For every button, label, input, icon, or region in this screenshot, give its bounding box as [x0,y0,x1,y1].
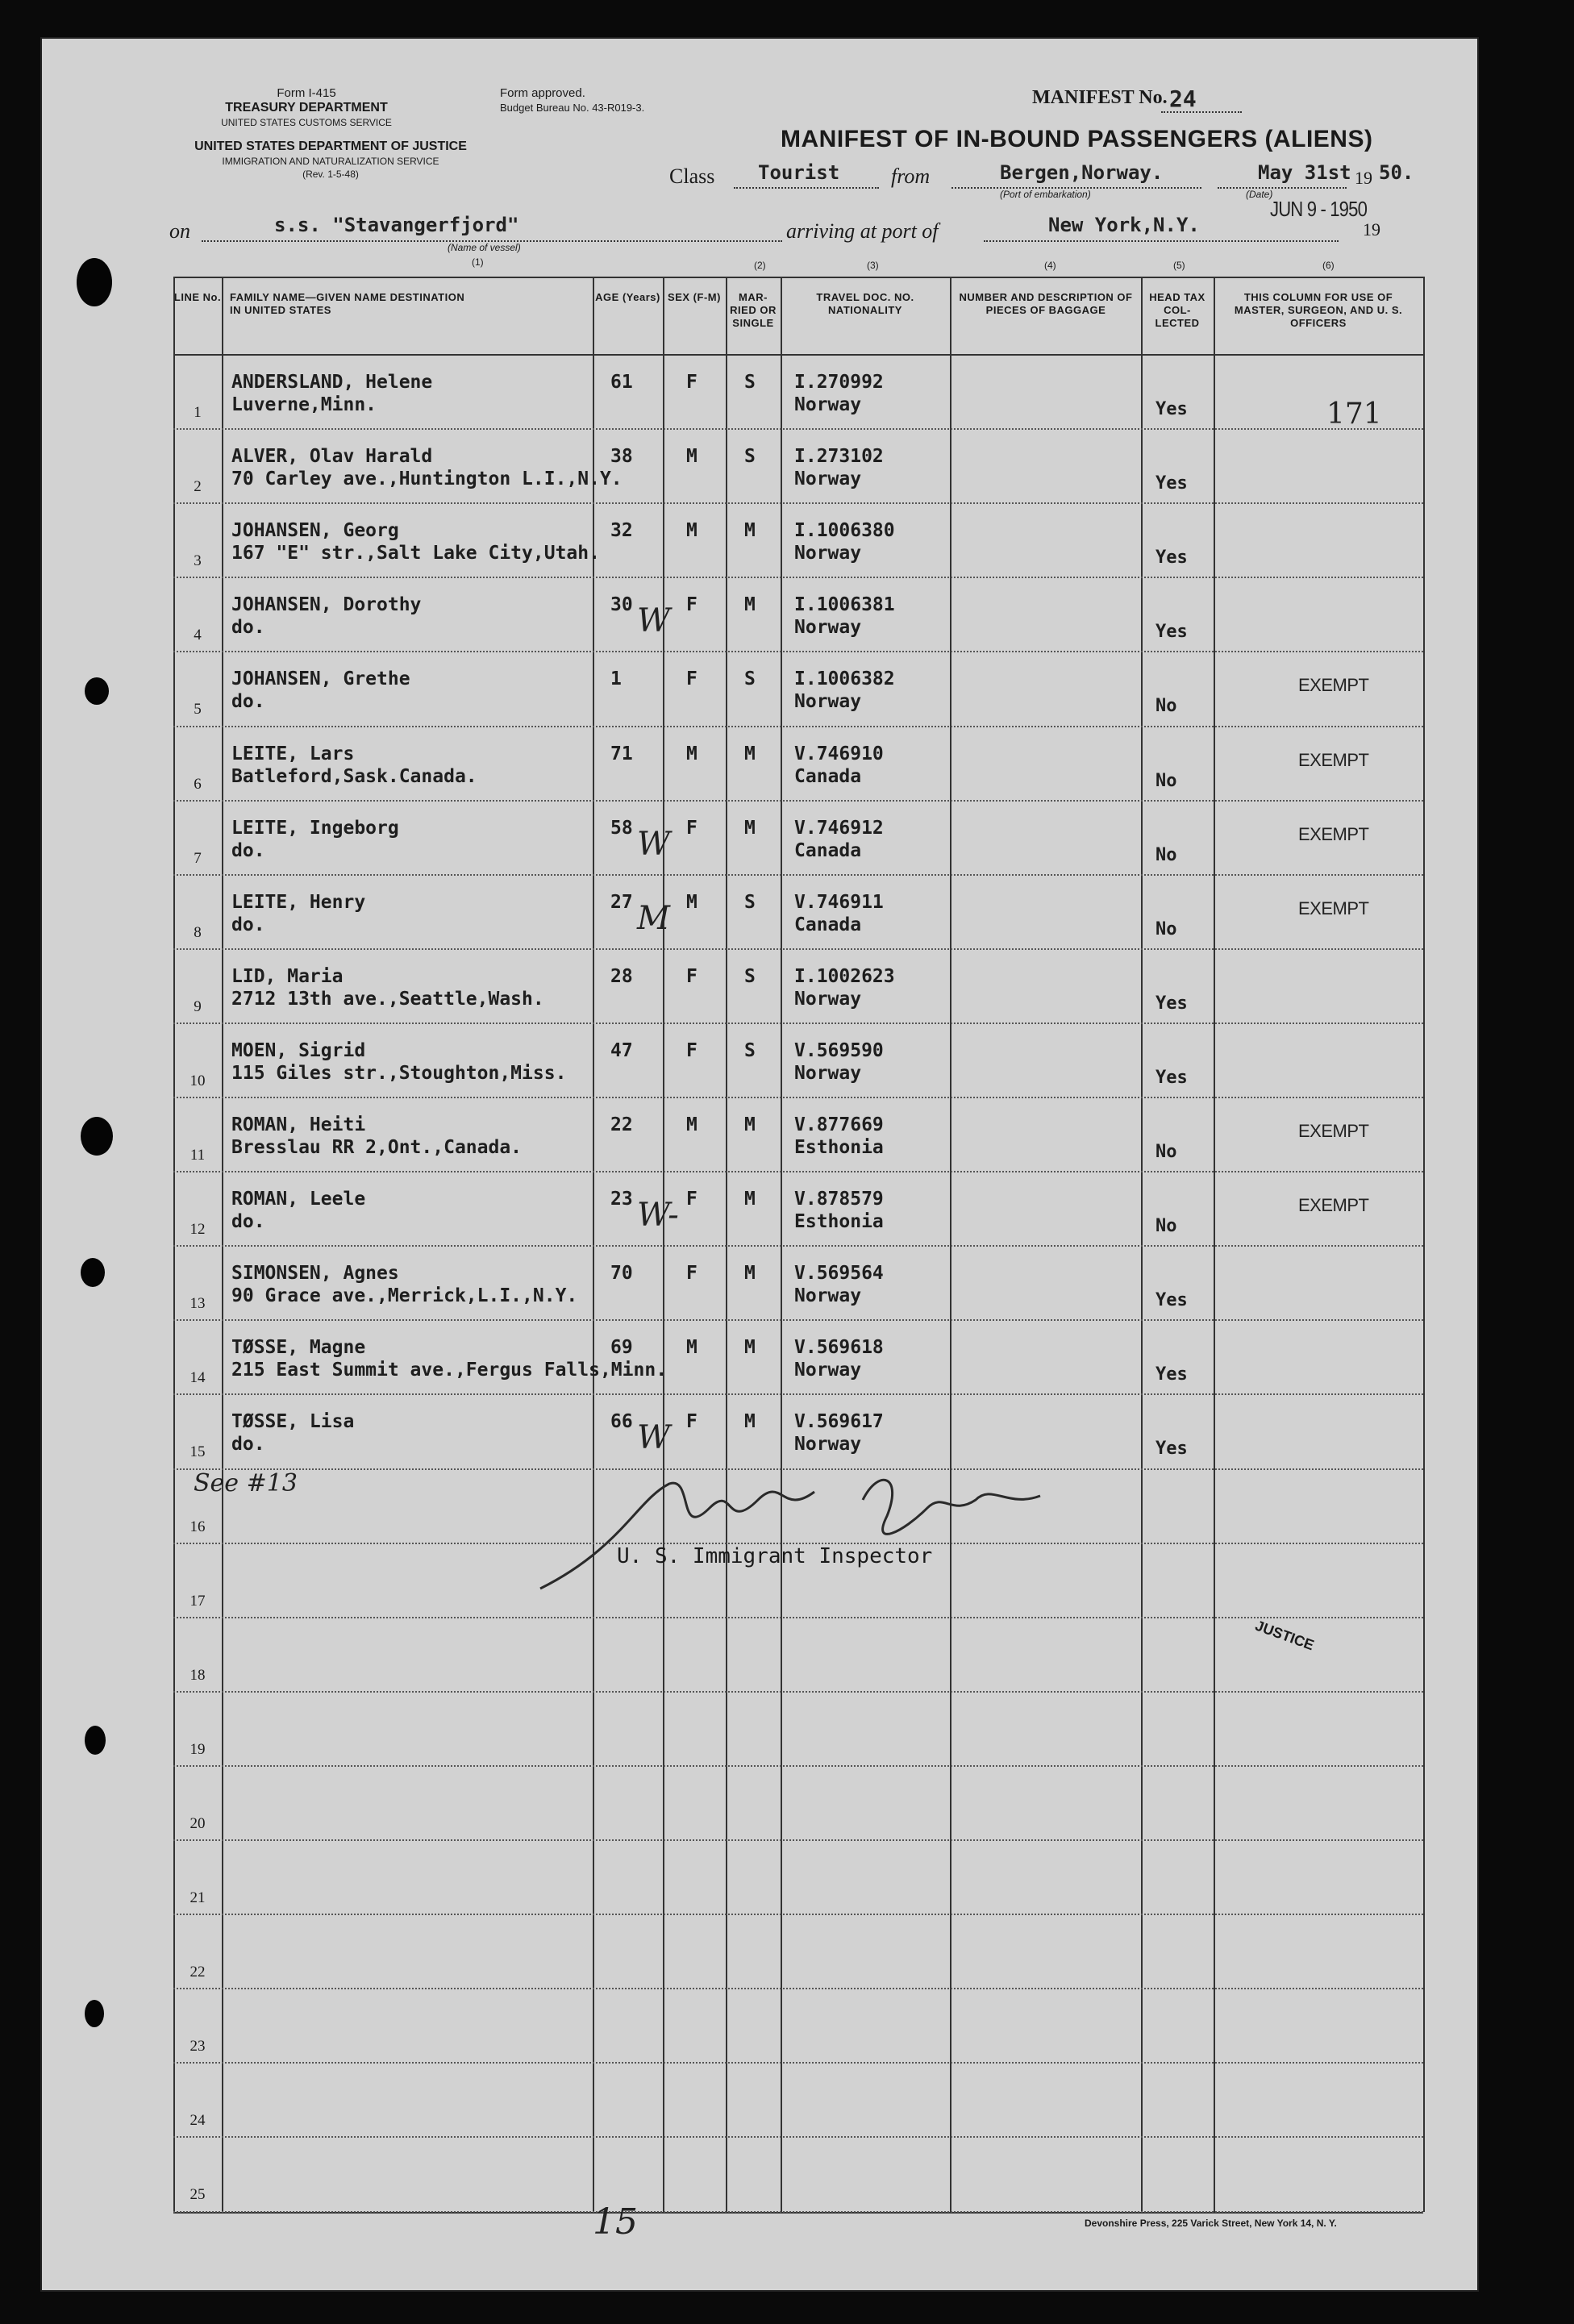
row-divider [173,1393,1423,1395]
nationality: Canada [794,914,862,935]
passenger-name: LID, Maria [231,965,344,987]
punch-hole [85,2000,104,2027]
officer-note: EXEMPT [1298,749,1369,770]
passenger-marital-status: M [744,1114,756,1135]
passenger-marital-status: S [744,965,756,987]
from-value: Bergen,Norway. [1000,161,1164,184]
head-tax-collected: Yes [1156,1364,1188,1385]
row-divider [173,1022,1423,1024]
travel-doc-number: V.878579 [794,1189,884,1210]
row-divider [173,1319,1423,1321]
line-number: 2 [194,478,202,496]
travel-doc-number: V.746911 [794,891,884,913]
nationality: Norway [794,1062,862,1084]
line-number: 15 [189,1443,206,1461]
col-age: AGE (Years) [595,291,660,303]
head-tax-collected: No [1156,844,1177,865]
passenger-destination: do. [231,617,265,639]
passenger-age: 61 [610,372,633,393]
col-name: FAMILY NAME—GIVEN NAME DESTINATION IN UNITED STATES [230,291,465,316]
travel-doc-number: I.270992 [794,372,884,393]
passenger-destination: 115 Giles str.,Stoughton,Miss. [231,1062,567,1084]
row-divider [173,1245,1423,1247]
passenger-age: 28 [610,965,633,987]
line-number: 14 [189,1369,206,1387]
year-suffix: 50. [1379,161,1414,184]
col-travel-doc: TRAVEL DOC. NO. NATIONALITY [816,291,914,316]
col-num-1: (1) [472,256,484,268]
passenger-sex: F [686,1411,697,1433]
head-tax-collected: Yes [1156,473,1188,494]
col-married: MAR- RIED OR SINGLE [730,291,777,329]
travel-doc-number: I.1006380 [794,520,895,542]
justice-dept: UNITED STATES DEPARTMENT OF JUSTICE [194,140,467,153]
passenger-name: LEITE, Henry [231,891,366,913]
arrival-date-stamp: JUN 9 - 1950 [1270,197,1368,221]
passenger-marital-status: S [744,891,756,913]
passenger-name: MOEN, Sigrid [231,1039,366,1061]
arriving-label: arriving at port of [786,219,939,243]
passenger-name: JOHANSEN, Dorothy [231,594,422,616]
head-tax-collected: Yes [1156,548,1188,569]
travel-doc-number: V.746912 [794,817,884,839]
treasury-dept: TREASURY DEPARTMENT [225,101,388,115]
passenger-marital-status: M [744,743,756,764]
handwritten-mark: M [637,899,670,937]
col-num-5: (5) [1173,260,1185,271]
passenger-age: 58 [610,817,633,839]
col-officers: THIS COLUMN FOR USE OF MASTER, SURGEON, AND U. S. OFFICERS [1234,291,1403,329]
passenger-destination: 215 East Summit ave.,Fergus Falls,Minn. [231,1360,668,1381]
col-num-2: (2) [754,260,766,271]
travel-doc-number: I.1002623 [794,965,895,987]
head-tax-collected: No [1156,918,1177,939]
form-approved: Form approved. [500,86,585,100]
passenger-sex: F [686,668,697,690]
row-divider [173,577,1423,578]
head-tax-collected: Yes [1156,622,1188,643]
line-number: 23 [189,2038,206,2055]
passenger-age: 47 [610,1039,633,1061]
nationality: Canada [794,839,862,861]
head-tax-collected: Yes [1156,1439,1188,1460]
passenger-sex: M [686,743,697,764]
passenger-destination: 90 Grace ave.,Merrick,L.I.,N.Y. [231,1285,578,1307]
line-number: 21 [189,1889,206,1906]
nationality: Norway [794,1360,862,1381]
passenger-sex: M [686,520,697,542]
passenger-name: ANDERSLAND, Helene [231,372,433,393]
nationality: Norway [794,617,862,639]
passenger-table [173,277,1423,2212]
nationality: Norway [794,469,862,490]
passenger-destination: do. [231,1434,265,1456]
form-number: Form I-415 [277,86,336,100]
row-divider [173,502,1423,504]
from-label: from [891,165,931,188]
col-baggage: NUMBER AND DESCRIPTION OF PIECES OF BAGGAGE [959,291,1133,316]
officer-note: EXEMPT [1298,1121,1369,1141]
line-number: 25 [189,2186,206,2204]
passenger-name: LEITE, Lars [231,743,355,764]
col-num-6: (6) [1322,260,1335,271]
passenger-sex: M [686,891,697,913]
passenger-age: 23 [610,1189,633,1210]
inspector-label: U. S. Immigrant Inspector [617,1544,933,1568]
travel-doc-number: V.569564 [794,1263,884,1285]
passenger-marital-status: S [744,668,756,690]
passenger-destination: do. [231,691,265,713]
head-tax-collected: Yes [1156,993,1188,1014]
passenger-sex: F [686,817,697,839]
line-number: 17 [189,1592,206,1610]
row-divider [173,2062,1423,2064]
manifest-label: MANIFEST No. [1032,87,1168,108]
travel-doc-number: V.569617 [794,1411,884,1433]
nationality: Norway [794,988,862,1010]
arrival-port: New York,N.Y. [1048,214,1200,236]
bottom-note: 15 [593,2201,638,2243]
on-label: on [169,219,190,243]
passenger-age: 1 [610,668,622,690]
head-tax-collected: Yes [1156,1290,1188,1311]
passenger-name: SIMONSEN, Agnes [231,1263,399,1285]
port-embark-caption: (Port of embarkation) [1000,189,1091,200]
year-prefix: 19 [1355,168,1372,188]
row-divider [173,2136,1423,2138]
line-number: 1 [194,404,202,421]
arrival-year-prefix: 19 [1363,219,1380,239]
line-number: 18 [189,1666,206,1684]
passenger-marital-status: M [744,1337,756,1359]
passenger-marital-status: M [744,817,756,839]
customs-service: UNITED STATES CUSTOMS SERVICE [221,117,392,128]
revision: (Rev. 1-5-48) [302,169,359,180]
col-num-4: (4) [1044,260,1056,271]
row-divider [173,948,1423,950]
row-divider [173,651,1423,652]
handwritten-mark: W [637,602,671,640]
officer-note: EXEMPT [1298,675,1369,696]
line-number: 10 [189,1072,206,1089]
passenger-age: 69 [610,1337,633,1359]
col-sex: SEX (F-M) [668,291,721,303]
row-divider [173,726,1423,727]
passenger-destination: Bresslau RR 2,Ont.,Canada. [231,1137,523,1158]
head-tax-collected: No [1156,1216,1177,1237]
printer-footer: Devonshire Press, 225 Varick Street, New York 14, N. Y. [1085,2218,1337,2229]
passenger-name: TØSSE, Magne [231,1337,366,1359]
passenger-destination: do. [231,1211,265,1233]
passenger-marital-status: M [744,1263,756,1285]
travel-doc-number: I.273102 [794,446,884,468]
head-tax-collected: No [1156,696,1177,717]
head-tax-collected: Yes [1156,1067,1188,1088]
passenger-age: 38 [610,446,633,468]
head-tax-collected: No [1156,770,1177,791]
passenger-age: 30 [610,594,633,616]
passenger-age: 71 [610,743,633,764]
nationality: Norway [794,394,862,415]
passenger-sex: F [686,594,697,616]
passenger-destination: Batleford,Sask.Canada. [231,765,477,787]
class-label: Class [669,165,715,188]
nationality: Esthonia [794,1211,884,1233]
passenger-sex: F [686,372,697,393]
passenger-sex: F [686,1039,697,1061]
line-number: 9 [194,997,202,1015]
vessel-name: s.s. "Stavangerfjord" [274,214,519,236]
row-divider [173,1914,1423,1915]
col-num-3: (3) [867,260,879,271]
passenger-age: 66 [610,1411,633,1433]
passenger-sex: M [686,1114,697,1135]
passenger-marital-status: S [744,446,756,468]
punch-hole [81,1117,113,1156]
row-divider [173,1839,1423,1841]
travel-doc-number: I.1006382 [794,668,895,690]
line-number: 16 [189,1518,206,1535]
passenger-sex: M [686,446,697,468]
row-divider [173,1765,1423,1767]
line-number: 13 [189,1295,206,1313]
line-number: 7 [194,849,202,867]
nationality: Norway [794,1285,862,1307]
travel-doc-number: V.569618 [794,1337,884,1359]
passenger-name: ROMAN, Heiti [231,1114,366,1135]
handwritten-mark: W [637,1419,671,1457]
see-note: See #13 [194,1469,298,1497]
line-number: 5 [194,701,202,718]
head-tax-collected: Yes [1156,399,1188,419]
row-divider [173,1691,1423,1693]
passenger-marital-status: M [744,1189,756,1210]
row-divider [173,1988,1423,1989]
row-divider [173,2211,1423,2213]
punch-hole [85,677,109,705]
page-title: MANIFEST OF IN-BOUND PASSENGERS (ALIENS) [781,126,1373,152]
passenger-destination: 2712 13th ave.,Seattle,Wash. [231,988,544,1010]
travel-doc-number: V.877669 [794,1114,884,1135]
passenger-marital-status: M [744,594,756,616]
officer-note: EXEMPT [1298,898,1369,918]
punch-hole [77,258,112,306]
passenger-sex: M [686,1337,697,1359]
nationality: Canada [794,765,862,787]
line-number: 24 [189,2112,206,2130]
handwritten-mark: W [637,825,671,863]
passenger-name: ROMAN, Leele [231,1189,366,1210]
line-number: 19 [189,1740,206,1758]
row-divider [173,800,1423,802]
passenger-destination: do. [231,839,265,861]
passenger-age: 32 [610,520,633,542]
passenger-age: 22 [610,1114,633,1135]
passenger-age: 27 [610,891,633,913]
line-number: 22 [189,1964,206,1981]
passenger-sex: F [686,965,697,987]
passenger-name: TØSSE, Lisa [231,1411,355,1433]
passenger-marital-status: M [744,1411,756,1433]
col-head-tax: HEAD TAX COL- LECTED [1149,291,1205,329]
passenger-destination: 70 Carley ave.,Huntington L.I.,N.Y. [231,469,623,490]
line-number: 12 [189,1221,206,1239]
justice-stamp-fragment: JUSTICE [1253,1617,1317,1654]
passenger-marital-status: S [744,1039,756,1061]
passenger-marital-status: S [744,372,756,393]
nationality: Norway [794,543,862,564]
ins-service: IMMIGRATION AND NATURALIZATION SERVICE [222,156,439,167]
line-number: 8 [194,923,202,941]
row-divider [173,874,1423,876]
line-number: 4 [194,627,202,644]
manifest-number: 24 [1169,85,1197,112]
nationality: Norway [794,691,862,713]
passenger-destination: do. [231,914,265,935]
handwritten-mark: W- [637,1197,679,1235]
passenger-marital-status: M [744,520,756,542]
officer-note: EXEMPT [1298,823,1369,844]
head-tax-collected: No [1156,1142,1177,1162]
inspector-signature [524,1451,1105,1597]
officer-note: 171 [1326,398,1382,431]
travel-doc-number: I.1006381 [794,594,895,616]
col-line-no: LINE No. [173,291,222,303]
date-caption: (Date) [1246,189,1273,200]
passenger-name: LEITE, Ingeborg [231,817,399,839]
row-divider [173,1171,1423,1172]
travel-doc-number: V.569590 [794,1039,884,1061]
passenger-age: 70 [610,1263,633,1285]
line-number: 6 [194,775,202,793]
nationality: Norway [794,1434,862,1456]
passenger-sex: F [686,1189,697,1210]
line-number: 11 [189,1147,206,1164]
punch-hole [81,1258,105,1287]
row-divider [173,428,1423,430]
vessel-caption: (Name of vessel) [448,242,521,253]
line-number: 20 [189,1814,206,1832]
travel-doc-number: V.746910 [794,743,884,764]
officer-note: EXEMPT [1298,1195,1369,1216]
passenger-name: JOHANSEN, Grethe [231,668,410,690]
budget-bureau: Budget Bureau No. 43-R019-3. [500,102,645,114]
row-divider [173,1097,1423,1098]
passenger-name: ALVER, Olav Harald [231,446,433,468]
departure-date: May 31st [1258,161,1351,184]
nationality: Esthonia [794,1137,884,1158]
passenger-destination: 167 "E" str.,Salt Lake City,Utah. [231,543,600,564]
passenger-name: JOHANSEN, Georg [231,520,399,542]
passenger-destination: Luverne,Minn. [231,394,377,415]
punch-hole [85,1726,106,1755]
line-number: 3 [194,552,202,570]
passenger-sex: F [686,1263,697,1285]
class-value: Tourist [758,161,840,184]
row-divider [173,1617,1423,1618]
